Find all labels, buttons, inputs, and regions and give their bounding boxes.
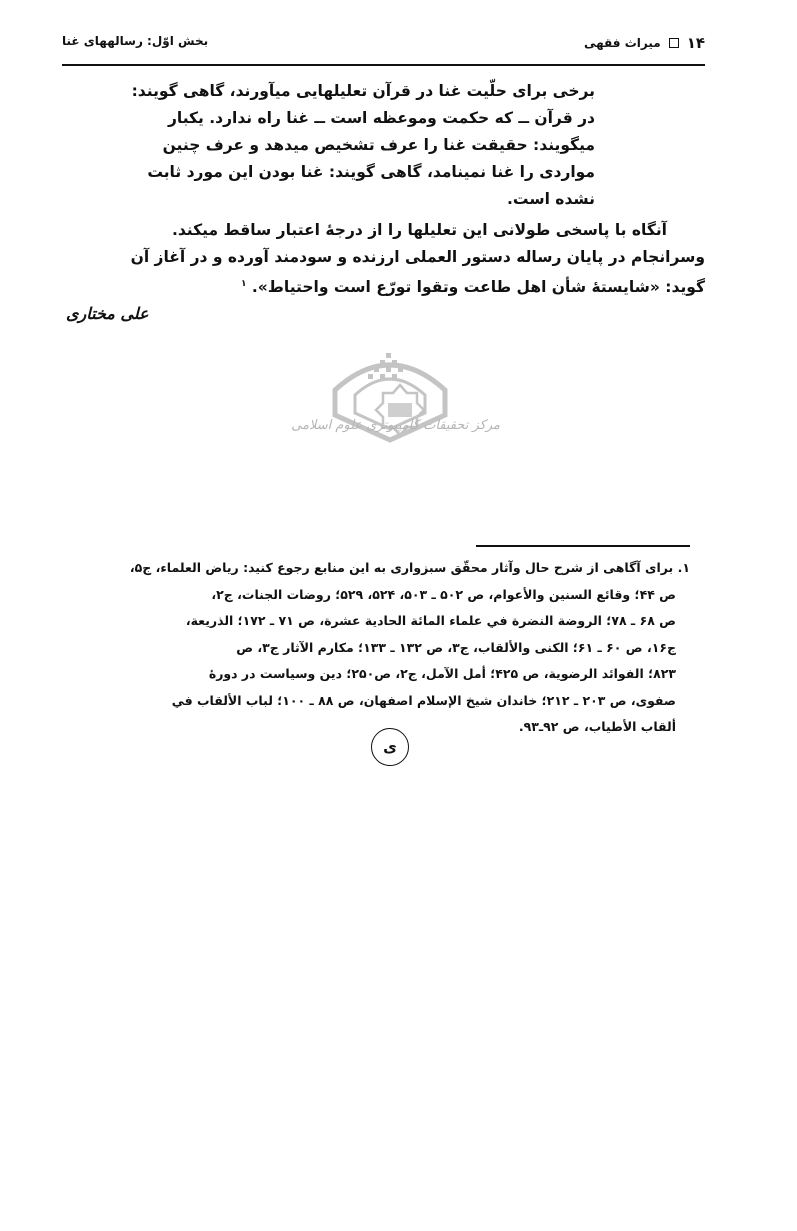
footnote-line: ص ۴۴؛ وقائع السنین والأعوام، ص ۵۰۲ ـ ۵۰۳، ۵۲۴، ۵۲۹؛ روضات الجنات، ج۲، xyxy=(211,586,676,602)
body-paragraph-2 xyxy=(65,217,705,301)
footnote-line: ص ۶۸ ـ ۷۸؛ الروضة النضرة في علماء المائة الحادية عشرة، ص ۷۱ ـ ۱۷۲؛ الذریعة، xyxy=(185,613,676,628)
running-header xyxy=(62,34,705,56)
header-right xyxy=(584,34,705,52)
text-line: میگویند: حقیقت غنا را عرف تشخیص میدهد و عرف چنین xyxy=(162,136,595,154)
header-section-title: بخش اوّل: رسالههای غنا xyxy=(62,34,209,48)
watermark-logo xyxy=(290,345,490,455)
page-letter-circle xyxy=(371,728,409,766)
page-letter: ی xyxy=(383,738,397,756)
text-line: گوید: «شایستۀ شأن اهل طاعت وتقوا تورّع است واحتیاط». xyxy=(251,278,705,297)
watermark-text: مرکز تحقیقات کامپیوتری علوم اسلامی xyxy=(291,418,500,433)
text-line: نشده است. xyxy=(507,190,595,208)
text-line: آنگاه با پاسخی طولانی این تعلیلها را از درجۀ اعتبار ساقط میکند. xyxy=(171,221,667,239)
header-book-title: میراث فقهی xyxy=(583,36,661,50)
header-page-number: ۱۴ xyxy=(686,34,705,52)
footnote-reference[interactable]: ۱ xyxy=(240,279,247,289)
author-signature: علی مختاری xyxy=(66,304,149,323)
text-line: وسرانجام در پایان رساله دستور العملی ارزنده و سودمند آورده و در آغاز آن xyxy=(130,248,705,266)
square-bullet-icon xyxy=(669,38,679,48)
text-line: مواردی را غنا نمینامد، گاهی گویند: غنا بودن این مورد ثابت xyxy=(147,163,595,181)
body-paragraph-1 xyxy=(65,78,595,213)
header-rule xyxy=(62,64,705,66)
footnote-line: ۸۲۳؛ الفوائد الرضویة، ص ۴۲۵؛ أمل الآمل، ج۲، ص۲۵۰؛ دین وسیاست در دورۀ xyxy=(208,666,676,681)
footnote-line: صفوی، ص ۲۰۳ ـ ۲۱۲؛ خاندان شیخ الإسلام اصفهان، ص ۸۸ ـ ۱۰۰؛ لباب الألقاب في xyxy=(171,692,676,708)
footnote-line: ألقاب الأطیاب، ص ۹۲ـ۹۳. xyxy=(518,719,676,734)
book-icon xyxy=(388,403,412,417)
text-line: برخی برای حلّیت غنا در قرآن تعلیلهایی میآورند، گاهی گویند: xyxy=(131,82,595,100)
footnotes xyxy=(62,555,690,741)
footnote-separator xyxy=(476,545,690,547)
text-line-with-footnote xyxy=(65,271,705,301)
footnote-line: ج۱۶، ص ۶۰ ـ ۶۱؛ الکنی والألقاب، ج۳، ص ۱۳۲ ـ ۱۳۳؛ مکارم الآثار ج۳، ص xyxy=(236,639,676,655)
text-line: در قرآن ــ که حکمت وموعظه است ــ غنا راه ندارد. یکبار xyxy=(167,109,595,127)
footnote-line: ۱. برای آگاهی از شرح حال وآثار محقّق سبزواری به این منابع رجوع کنید: ریاض العلماء، ج۵، xyxy=(129,560,690,575)
